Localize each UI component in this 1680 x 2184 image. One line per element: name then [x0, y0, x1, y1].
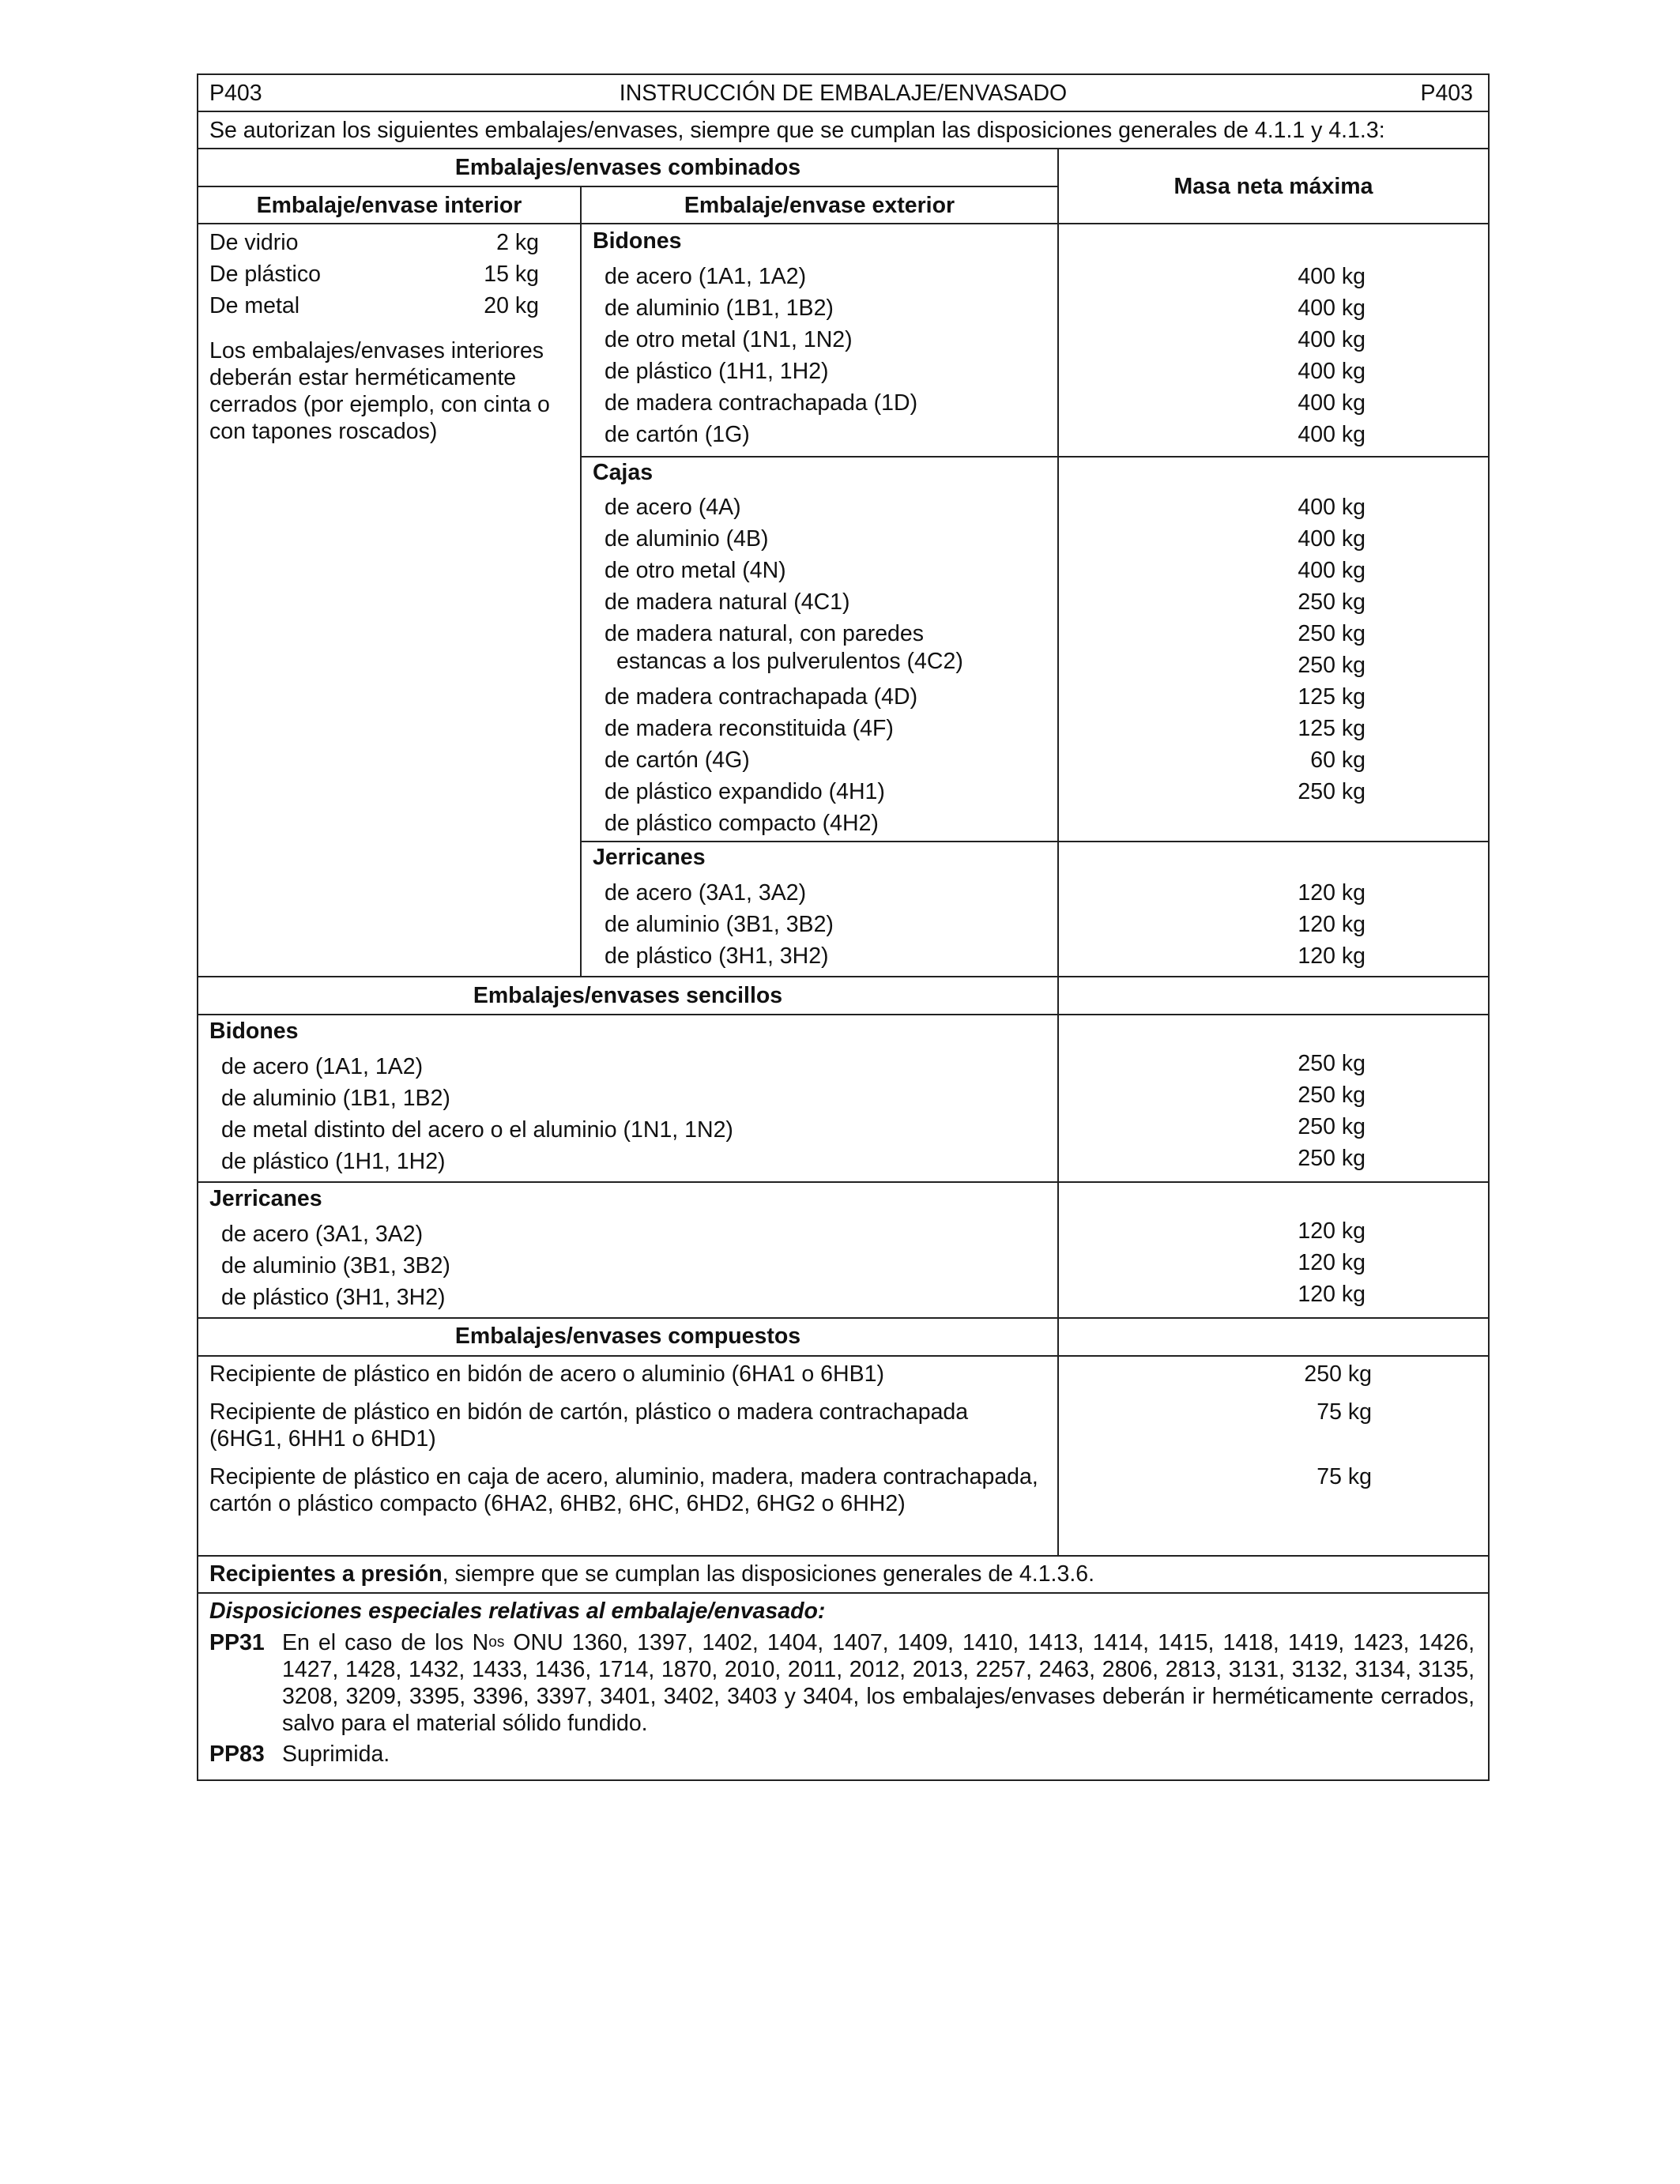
single-item-mass: 250 kg [1298, 1051, 1365, 1076]
outer-item-label: de aluminio (3B1, 3B2) [605, 912, 834, 937]
single-item-label: de plástico (1H1, 1H2) [221, 1149, 446, 1174]
outer-item-label: de plástico expandido (4H1) [605, 779, 885, 804]
rule [198, 1181, 1488, 1183]
outer-item-mass: 125 kg [1298, 716, 1365, 741]
pressure-receptacles-label: Recipientes a presión [209, 1561, 443, 1587]
max-mass-heading: Masa neta máxima [1173, 174, 1373, 199]
single-item-label: de acero (3A1, 3A2) [221, 1222, 424, 1247]
provision-text [282, 1629, 1475, 1737]
inner-heading: Embalaje/envase interior [256, 193, 522, 218]
outer-item-mass: 400 kg [1298, 359, 1365, 384]
composite-item-mass: 250 kg [1304, 1361, 1372, 1387]
outer-item-mass: 400 kg [1298, 422, 1365, 447]
rule [198, 1592, 1488, 1594]
outer-item-mass: 400 kg [1298, 526, 1365, 552]
group-heading: Bidones [209, 1019, 299, 1044]
outer-item-label: de acero (4A) [605, 495, 741, 520]
outer-item-label: de madera contrachapada (4D) [605, 684, 918, 710]
special-provisions-heading: Disposiciones especiales relativas al embalaje/envasado: [209, 1598, 826, 1624]
group-heading: Bidones [593, 228, 682, 254]
composite-item-label: Recipiente de plástico en bidón de cartón, plástico o madera contrachapada (6HG1, 6HH1 o 6HD1) [209, 1399, 969, 1452]
outer-item-label: de madera contrachapada (1D) [605, 390, 918, 416]
inner-item-label: De metal [209, 293, 300, 318]
rule [198, 111, 1488, 112]
single-item-label: de aluminio (1B1, 1B2) [221, 1086, 450, 1111]
rule [580, 841, 1488, 842]
rule [198, 1355, 1488, 1357]
outer-item-label: de aluminio (1B1, 1B2) [605, 296, 834, 321]
group-heading: Jerricanes [209, 1186, 322, 1211]
inner-item-label: De vidrio [209, 230, 299, 255]
rule [198, 1555, 1488, 1557]
combined-heading: Embalajes/envases combinados [454, 155, 801, 180]
outer-item-mass: 400 kg [1298, 495, 1365, 520]
single-item-label: de aluminio (3B1, 3B2) [221, 1253, 450, 1278]
outer-item-mass: 120 kg [1298, 943, 1365, 969]
outer-item-mass: 60 kg [1310, 747, 1365, 773]
rule [198, 186, 1057, 187]
provision-text-start: En el caso de los N [282, 1630, 489, 1655]
single-item-mass: 120 kg [1298, 1282, 1365, 1307]
rule [198, 223, 1488, 224]
outer-item-mass: 125 kg [1298, 684, 1365, 710]
rule [198, 148, 1488, 149]
outer-item-mass: 250 kg [1298, 621, 1365, 646]
outer-item-mass: 400 kg [1298, 390, 1365, 416]
outer-item-label: de plástico (3H1, 3H2) [605, 943, 829, 969]
outer-item-mass: 250 kg [1298, 589, 1365, 615]
pressure-receptacles-text: , siempre que se cumplan las disposiciones generales de 4.1.3.6. [442, 1561, 1095, 1587]
outer-item-label: de madera reconstituida (4F) [605, 716, 894, 741]
outer-item-mass: 120 kg [1298, 880, 1365, 906]
provision-text-superscript: os [488, 1634, 505, 1651]
inner-note: Los embalajes/envases interiores deberán estar herméticamente cerrados (por ejemplo, con cinta o con tapones roscados) [209, 338, 550, 444]
outer-heading: Embalaje/envase exterior [684, 193, 955, 218]
single-item-mass: 120 kg [1298, 1218, 1365, 1244]
composite-item-mass: 75 kg [1317, 1464, 1372, 1489]
inner-item-mass: 15 kg [484, 262, 539, 287]
outer-item-label: de madera natural, con paredes [605, 621, 925, 646]
outer-item-label: de aluminio (4B) [605, 526, 769, 552]
outer-item-mass: 400 kg [1298, 264, 1365, 289]
provision-code: PP31 [209, 1630, 265, 1655]
outer-item-label: de plástico compacto (4H2) [605, 811, 879, 836]
outer-item-mass: 250 kg [1298, 653, 1365, 678]
rule [198, 1317, 1488, 1319]
provision-text: Suprimida. [282, 1742, 390, 1767]
outer-item-mass: 400 kg [1298, 296, 1365, 321]
single-heading: Embalajes/envases sencillos [473, 983, 783, 1008]
rule [198, 976, 1488, 977]
single-item-label: de acero (1A1, 1A2) [221, 1054, 424, 1079]
composite-item-label: Recipiente de plástico en bidón de acero o aluminio (6HA1 o 6HB1) [209, 1361, 884, 1387]
outer-item-label: de otro metal (4N) [605, 558, 786, 583]
outer-item-label: de madera natural (4C1) [605, 589, 850, 615]
packing-instruction-table [197, 73, 1490, 1781]
group-heading: Jerricanes [593, 845, 706, 870]
intro-text: Se autorizan los siguientes embalajes/envases, siempre que se cumplan las disposiciones generales de 4.1.1 y 4.1.3: [209, 118, 1385, 143]
single-item-mass: 120 kg [1298, 1250, 1365, 1275]
composite-item-mass: 75 kg [1317, 1399, 1372, 1425]
rule [580, 456, 1488, 458]
instruction-title: INSTRUCCIÓN DE EMBALAJE/ENVASADO [619, 81, 1068, 106]
instruction-code-right: P403 [1420, 81, 1473, 106]
provision-code: PP83 [209, 1742, 265, 1767]
outer-item-mass: 120 kg [1298, 912, 1365, 937]
single-item-label: de plástico (3H1, 3H2) [221, 1285, 446, 1310]
inner-item-mass: 2 kg [496, 230, 539, 255]
outer-item-mass: 400 kg [1298, 558, 1365, 583]
inner-item-label: De plástico [209, 262, 321, 287]
outer-item-label: de cartón (4G) [605, 747, 750, 773]
outer-item-label: estancas a los pulverulentos (4C2) [616, 649, 963, 674]
instruction-code-left: P403 [209, 81, 262, 106]
outer-item-label: de acero (3A1, 3A2) [605, 880, 807, 906]
composite-heading: Embalajes/envases compuestos [454, 1324, 801, 1349]
outer-item-label: de plástico (1H1, 1H2) [605, 359, 829, 384]
outer-item-mass: 250 kg [1298, 779, 1365, 804]
single-item-mass: 250 kg [1298, 1146, 1365, 1171]
single-item-mass: 250 kg [1298, 1114, 1365, 1139]
composite-item-label: Recipiente de plástico en caja de acero, aluminio, madera, madera contrachapada, cartón o plástico compacto (6HA2, 6HB2, 6HC, 6HD2, 6HG2 o 6HH2) [209, 1464, 1038, 1516]
outer-item-label: de cartón (1G) [605, 422, 750, 447]
pressure-receptacles-note [209, 1561, 1094, 1587]
inner-item-mass: 20 kg [484, 293, 539, 318]
group-heading: Cajas [593, 460, 654, 485]
single-item-label: de metal distinto del acero o el aluminio (1N1, 1N2) [221, 1117, 733, 1143]
column-rule [580, 186, 582, 976]
outer-item-mass: 400 kg [1298, 327, 1365, 352]
single-item-mass: 250 kg [1298, 1083, 1365, 1108]
outer-item-label: de otro metal (1N1, 1N2) [605, 327, 853, 352]
rule [198, 1014, 1488, 1015]
provision-text-rest: ONU 1360, 1397, 1402, 1404, 1407, 1409, 1410, 1413, 1414, 1415, 1418, 1419, 1423, 1426, 1427, 1428, 1432, 1433, 1436, 1714, 1870, 2010, 2011, 2012, 2013, 2257, 2463, 2806, 2813, 3131, 3132, 3134, 3135, 3208, 3209, 3395, 3396, 3397, 3401, 3402, 3403 y 3404, los embalajes/envases deberán ir herméticamente cerrados, salvo para el material sólido fundido. [282, 1630, 1475, 1736]
outer-item-label: de acero (1A1, 1A2) [605, 264, 807, 289]
